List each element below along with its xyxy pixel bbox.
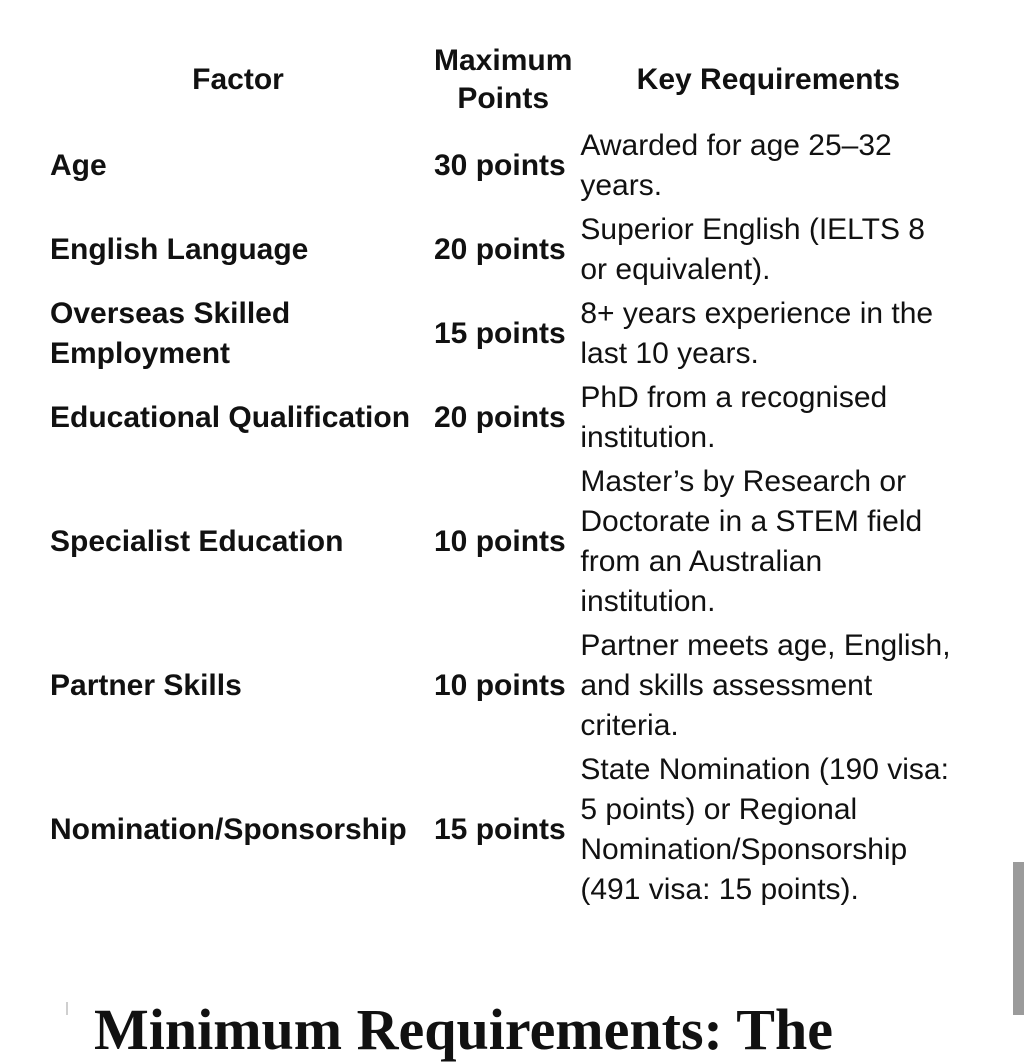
requirement-cell: PhD from a recognised institution. bbox=[580, 381, 888, 454]
factor-cell: Overseas Skilled Employment bbox=[50, 297, 291, 370]
points-cell: 30 points bbox=[434, 149, 566, 182]
points-table bbox=[46, 40, 960, 912]
header-factor: Factor bbox=[192, 63, 284, 96]
factor-cell: Age bbox=[50, 149, 107, 182]
requirement-cell: Superior English (IELTS 8 or equivalent). bbox=[580, 213, 925, 286]
requirement-cell: Partner meets age, English, and skills assessment criteria. bbox=[580, 629, 951, 742]
table-row bbox=[46, 624, 960, 748]
header-key-requirements: Key Requirements bbox=[636, 63, 901, 96]
factor-cell: Partner Skills bbox=[50, 669, 242, 702]
requirement-line: Regional Nomination/Sponsorship (491 visa: 15 points). bbox=[580, 793, 908, 906]
points-cell: 10 points bbox=[434, 525, 566, 558]
requirement-cell: Awarded for age 25–32 years. bbox=[580, 129, 892, 202]
points-cell: 15 points bbox=[434, 813, 566, 846]
requirement-cell: Master’s by Research or Doctorate in a STEM field from an Australian institution. bbox=[580, 465, 923, 618]
header-points-line1: Maximum bbox=[434, 44, 573, 77]
table-row bbox=[46, 460, 960, 624]
table-header bbox=[46, 40, 960, 124]
points-cell: 15 points bbox=[434, 317, 566, 350]
factor-cell: Nomination/Sponsorship bbox=[50, 813, 407, 846]
header-maximum-points bbox=[430, 40, 576, 124]
factor-cell: Specialist Education bbox=[50, 525, 344, 558]
table-row bbox=[46, 292, 960, 376]
scrollbar-thumb[interactable] bbox=[1013, 862, 1024, 1015]
points-cell: 20 points bbox=[434, 233, 566, 266]
points-cell: 10 points bbox=[434, 669, 566, 702]
heading-left-rule bbox=[66, 1002, 68, 1015]
points-cell: 20 points bbox=[434, 401, 566, 434]
next-section-heading: Minimum Requirements: The bbox=[94, 997, 833, 1062]
table-row bbox=[46, 748, 960, 912]
points-table-container bbox=[46, 40, 960, 912]
header-row bbox=[46, 40, 960, 124]
requirement-line: State Nomination (190 visa: 5 points) or bbox=[580, 753, 949, 826]
requirement-cell bbox=[576, 748, 960, 912]
table-row bbox=[46, 208, 960, 292]
table-row bbox=[46, 124, 960, 208]
factor-cell: English Language bbox=[50, 233, 309, 266]
header-points-line2: Points bbox=[457, 82, 550, 115]
table-row bbox=[46, 376, 960, 460]
table-body bbox=[46, 124, 960, 912]
factor-cell: Educational Qualification bbox=[50, 401, 411, 434]
requirement-cell: 8+ years experience in the last 10 years. bbox=[580, 297, 934, 370]
